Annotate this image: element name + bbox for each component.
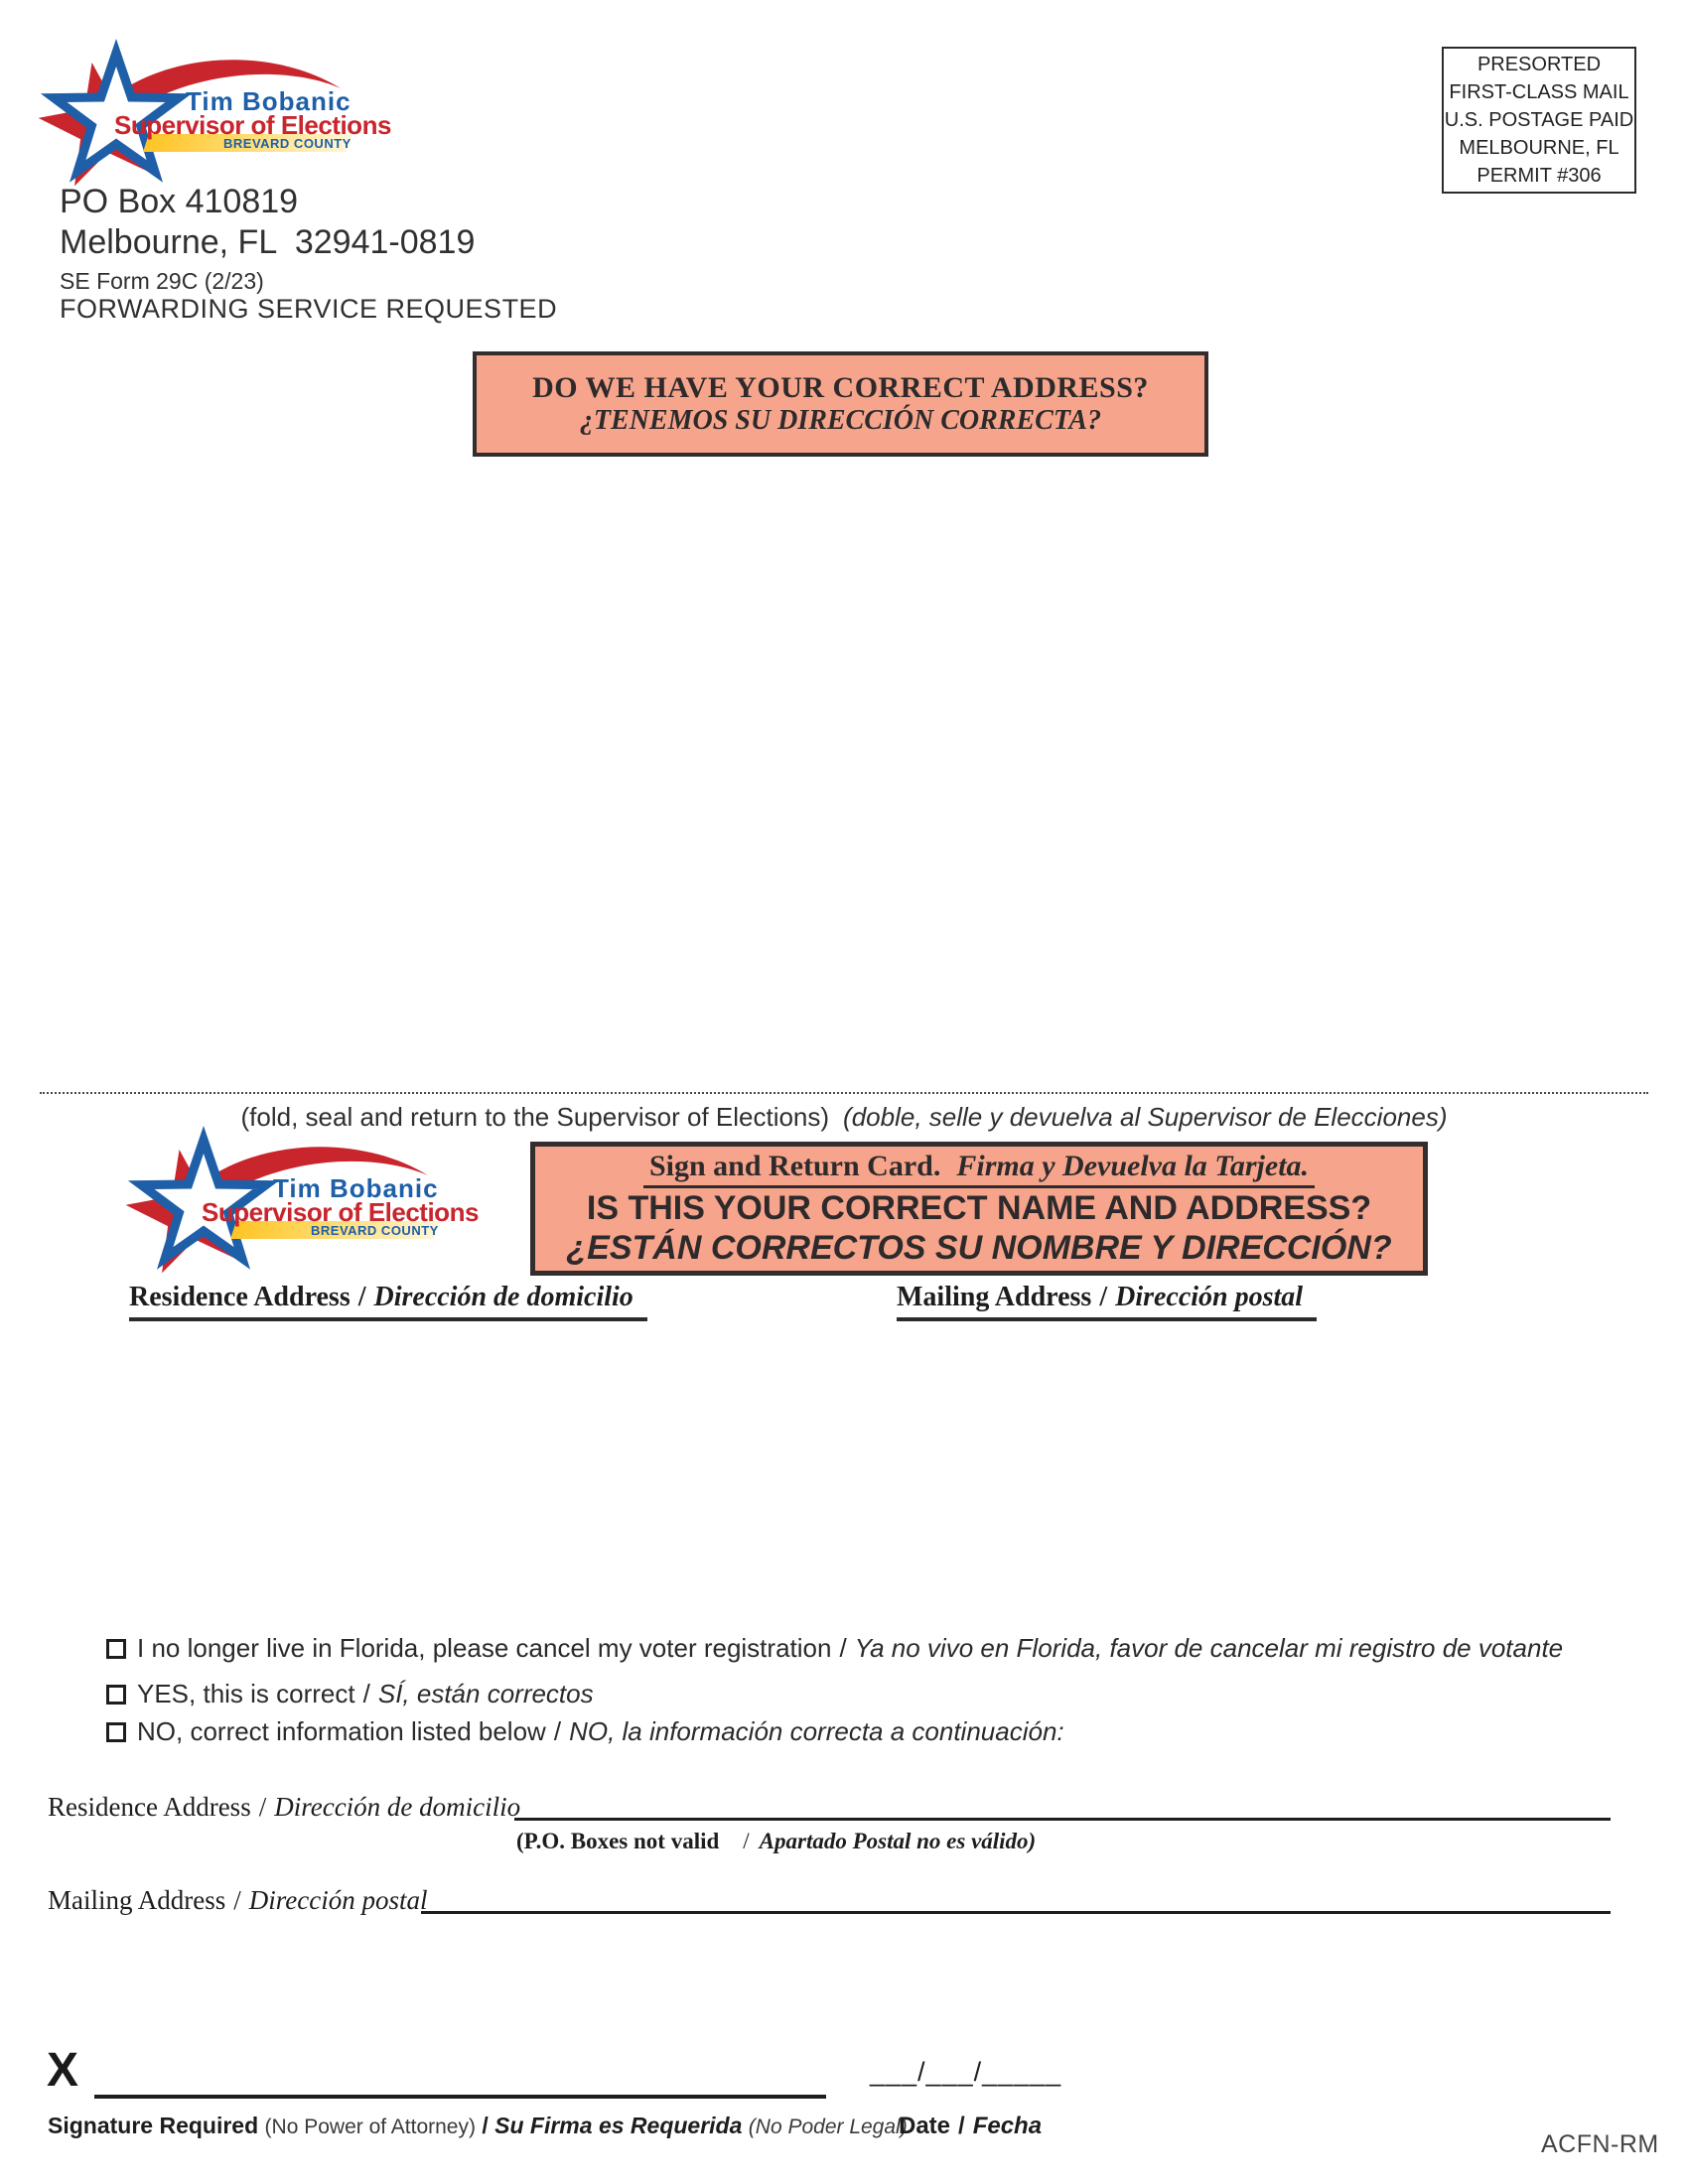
residence-address-header [129, 1282, 647, 1321]
postage-line: FIRST-CLASS MAIL [1449, 81, 1629, 103]
separator: / [482, 2113, 489, 2138]
separator: / [362, 1679, 370, 1708]
date-label-en: Date [899, 2113, 951, 2139]
residence-field-label [48, 1792, 520, 1823]
residence-header-es: Dirección de domicilio [373, 1282, 633, 1312]
option-label-es: SÍ, están correctos [377, 1679, 594, 1708]
residence-header-en: Residence Address [129, 1282, 351, 1312]
signature-caption [48, 2113, 908, 2139]
checkbox-cancel-registration[interactable] [106, 1639, 126, 1659]
separator: / [743, 1829, 750, 1853]
mailing-input-line[interactable] [421, 1911, 1611, 1914]
banner-question-en: DO WE HAVE YOUR CORRECT ADDRESS? [532, 371, 1149, 404]
mailing-header-en: Mailing Address [897, 1282, 1092, 1312]
fold-instruction [0, 1102, 1688, 1133]
no-poder-legal-note: (No Poder Legal) [748, 2116, 908, 2138]
residence-field-label-es: Dirección de domicilio [274, 1792, 521, 1822]
po-box-note-en: (P.O. Boxes not valid [516, 1829, 720, 1853]
option-label-en: NO, correct information listed below [137, 1716, 546, 1746]
mailing-field-label [48, 1885, 427, 1916]
option-row [106, 1633, 1563, 1664]
logo-county: BREVARD COUNTY [311, 1223, 439, 1238]
separator: / [357, 1282, 366, 1312]
separator: / [258, 1792, 267, 1822]
banner-question-en: IS THIS YOUR CORRECT NAME AND ADDRESS? [586, 1188, 1372, 1227]
separator: / [958, 2113, 965, 2139]
elections-logo [55, 45, 391, 194]
residence-input-line[interactable] [514, 1818, 1611, 1821]
option-row [106, 1716, 1064, 1747]
option-label-es: Ya no vivo en Florida, favor de cancelar mi registro de votante [854, 1633, 1564, 1663]
mailing-field-label-es: Dirección postal [248, 1885, 428, 1915]
checkbox-yes-correct[interactable] [106, 1685, 126, 1705]
logo-name: Tim Bobanic [273, 1173, 439, 1203]
residence-field-label-en: Residence Address [48, 1792, 251, 1822]
signature-x-mark: X [47, 2044, 79, 2097]
option-row [106, 1679, 594, 1709]
banner-question-es: ¿ESTÁN CORRECTOS SU NOMBRE Y DIRECCIÓN? [566, 1228, 1392, 1267]
option-label-es: NO, la información correcta a continuación: [569, 1716, 1064, 1746]
po-box-note-es: Apartado Postal no es válido) [759, 1829, 1037, 1853]
date-field[interactable]: ___/___/_____ [870, 2057, 1062, 2087]
postage-line: PERMIT #306 [1477, 165, 1602, 187]
signature-line[interactable] [94, 2095, 826, 2099]
separator: / [1099, 1282, 1108, 1312]
logo-name: Tim Bobanic [186, 86, 352, 116]
mailing-header-es: Dirección postal [1115, 1282, 1304, 1312]
return-address-line: PO Box 410819 [60, 183, 299, 220]
postage-line: MELBOURNE, FL [1459, 137, 1619, 159]
sign-return-banner [530, 1142, 1428, 1276]
form-footer-code: ACFN-RM [1541, 2130, 1659, 2158]
address-question-banner [473, 351, 1208, 457]
fold-instruction-es: (doble, selle y devuelva al Supervisor de Elecciones) [843, 1102, 1448, 1132]
separator: / [233, 1885, 241, 1915]
signature-required-es: Su Firma es Requerida [494, 2113, 743, 2138]
forwarding-service-notice: FORWARDING SERVICE REQUESTED [60, 294, 558, 324]
separator: / [839, 1633, 847, 1663]
signature-required-en: Signature Required [48, 2113, 259, 2138]
banner-question-es: ¿TENEMOS SU DIRECCIÓN CORRECTA? [579, 405, 1102, 436]
option-label-en: YES, this is correct [137, 1679, 355, 1708]
postage-line: U.S. POSTAGE PAID [1444, 109, 1634, 131]
po-box-note [516, 1829, 1036, 1854]
fold-instruction-en: (fold, seal and return to the Supervisor of Elections) [240, 1102, 830, 1132]
postage-line: PRESORTED [1477, 54, 1602, 75]
return-address-line: Melbourne, FL 32941-0819 [60, 223, 476, 261]
elections-logo [142, 1132, 479, 1281]
logo-county: BREVARD COUNTY [223, 136, 352, 151]
banner-title-en: Sign and Return Card. [648, 1150, 941, 1183]
return-address [60, 182, 475, 296]
banner-title-es: Firma y Devuelva la Tarjeta. [956, 1150, 1310, 1183]
option-label-en: I no longer live in Florida, please cancel my voter registration [137, 1633, 832, 1663]
no-power-of-attorney-note: (No Power of Attorney) [264, 2116, 476, 2138]
fold-line [40, 1092, 1648, 1094]
form-code: SE Form 29C (2/23) [60, 268, 264, 294]
date-label-es: Fecha [972, 2113, 1043, 2139]
separator: / [553, 1716, 562, 1746]
mailing-field-label-en: Mailing Address [48, 1885, 226, 1915]
logo-title: Supervisor of Elections [114, 110, 391, 140]
mailing-address-header [897, 1282, 1317, 1321]
logo-title: Supervisor of Elections [202, 1197, 479, 1227]
postage-permit-box [1442, 47, 1636, 194]
date-caption [899, 2113, 1042, 2140]
banner-title [643, 1150, 1315, 1188]
checkbox-no-correction[interactable] [106, 1722, 126, 1742]
